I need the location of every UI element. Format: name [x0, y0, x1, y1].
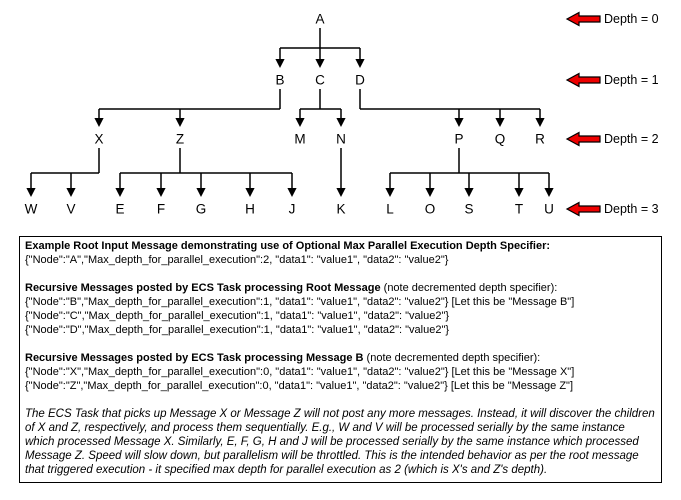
tree-node-J: J: [288, 201, 296, 217]
panel-gap-2: [25, 337, 656, 351]
tree-node-M: M: [294, 131, 306, 147]
tree-node-K: K: [336, 201, 346, 217]
tree-diagram: [0, 0, 681, 232]
panel-json-node-a: {"Node":"A","Max_depth_for_parallel_execution":2, "data1": "value1", "data2": "value2"}: [25, 254, 449, 266]
edge-Z-F-arrowhead-icon: [156, 188, 165, 197]
panel-heading-recursive-root-note: (note decremented depth specifier):: [380, 282, 558, 294]
depth-arrow-icon-3: [567, 203, 600, 216]
tree-node-R: R: [535, 131, 545, 147]
edge-P-U-arrowhead-icon: [544, 188, 553, 197]
edge-Z-G-arrowhead-icon: [196, 188, 205, 197]
edge-C-M-arrowhead-icon: [295, 118, 304, 127]
tree-node-V: V: [66, 201, 76, 217]
tree-node-D: D: [355, 72, 365, 88]
edge-P-L-arrowhead-icon: [385, 188, 394, 197]
panel-json-node-b: {"Node":"B","Max_depth_for_parallel_execution":1, "data1": "value1", "data2": "value2"} [Let this be "Message B"]: [25, 296, 575, 308]
panel-heading-recursive-root: [25, 281, 656, 295]
depth-arrow-icon-2: [567, 133, 600, 146]
panel-gap-3: [25, 393, 656, 407]
tree-node-U: U: [544, 201, 554, 217]
tree-node-F: F: [156, 201, 166, 217]
edge-X-W-arrowhead-icon: [26, 188, 35, 197]
tree-node-H: H: [245, 201, 255, 217]
panel-explanation-paragraph: The ECS Task that picks up Message X or Message Z will not post any more messages. Instead, it will discover the children of X and Z, respectively, and process them sequentially. E.g., W and V will be processed serially by the same instance which processed Message X. Similarly, E, F, G, H and J will be processed serially by the same instance which processed Message Z. Speed will slow down, but parallelism will be throttled. This is the intended behavior as per the root message that triggered execution - it specified max depth for parallel execution as 2 (which is X's and Z's depth).: [25, 408, 655, 476]
tree-node-B: B: [275, 72, 285, 88]
tree-node-Z: Z: [175, 131, 185, 147]
depth-label-2: Depth = 2: [604, 132, 659, 147]
edge-P-O-arrowhead-icon: [425, 188, 434, 197]
edge-B-Z-arrowhead-icon: [175, 118, 184, 127]
tree-node-N: N: [336, 131, 346, 147]
edge-A-B-arrowhead-icon: [275, 59, 284, 68]
tree-node-L: L: [386, 201, 394, 217]
edge-D-R-arrowhead-icon: [535, 118, 544, 127]
panel-heading-recursive-b-note: (note decremented depth specifier):: [363, 352, 541, 364]
edge-B-X-arrowhead-icon: [94, 118, 103, 127]
info-panel: [19, 236, 662, 483]
edge-D-Q-arrowhead-icon: [495, 118, 504, 127]
panel-json-node-c: {"Node":"C","Max_depth_for_parallel_execution":1, "data1": "value1", "data2": "value2"}: [25, 310, 450, 322]
panel-heading-recursive-root-bold: Recursive Messages posted by ECS Task processing Root Message: [25, 282, 381, 294]
panel-gap-1: [25, 267, 656, 281]
tree-node-P: P: [454, 131, 464, 147]
panel-json-node-z: {"Node":"Z","Max_depth_for_parallel_execution":0, "data1": "value1", "data2": "value2"} [Let this be "Message Z"]: [25, 380, 574, 392]
edge-A-C-arrowhead-icon: [315, 59, 324, 68]
tree-node-X: X: [94, 131, 104, 147]
edge-Z-J-arrowhead-icon: [287, 188, 296, 197]
edge-N-K-arrowhead-icon: [336, 188, 345, 197]
depth-arrow-icon-0: [567, 13, 600, 26]
edge-Z-E-arrowhead-icon: [115, 188, 124, 197]
tree-node-Q: Q: [494, 131, 506, 147]
tree-node-G: G: [195, 201, 207, 217]
tree-node-A: A: [315, 11, 325, 27]
edge-D-P-arrowhead-icon: [454, 118, 463, 127]
edge-X-V-arrowhead-icon: [66, 188, 75, 197]
edge-A-D-arrowhead-icon: [355, 59, 364, 68]
tree-node-O: O: [424, 201, 436, 217]
tree-node-C: C: [315, 72, 325, 88]
edge-P-T-arrowhead-icon: [514, 188, 523, 197]
depth-label-3: Depth = 3: [604, 202, 659, 217]
edge-P-S-arrowhead-icon: [464, 188, 473, 197]
panel-heading-recursive-b: [25, 351, 656, 365]
panel-heading-recursive-b-bold: Recursive Messages posted by ECS Task processing Message B: [25, 352, 364, 364]
panel-json-node-d: {"Node":"D","Max_depth_for_parallel_execution":1, "data1": "value1", "data2": "value2"}: [25, 324, 450, 336]
edge-Z-H-arrowhead-icon: [245, 188, 254, 197]
panel-heading-example-root: Example Root Input Message demonstrating use of Optional Max Parallel Execution Depth Specifier:: [25, 240, 551, 252]
tree-node-W: W: [24, 201, 38, 217]
depth-label-0: Depth = 0: [604, 12, 659, 27]
panel-json-node-x: {"Node":"X","Max_depth_for_parallel_execution":0, "data1": "value1", "data2": "value2"} [Let this be "Message X"]: [25, 366, 575, 378]
depth-arrow-icon-1: [567, 74, 600, 87]
tree-node-E: E: [115, 201, 125, 217]
edge-C-N-arrowhead-icon: [336, 118, 345, 127]
depth-label-1: Depth = 1: [604, 73, 659, 88]
tree-node-T: T: [514, 201, 524, 217]
tree-node-S: S: [464, 201, 474, 217]
